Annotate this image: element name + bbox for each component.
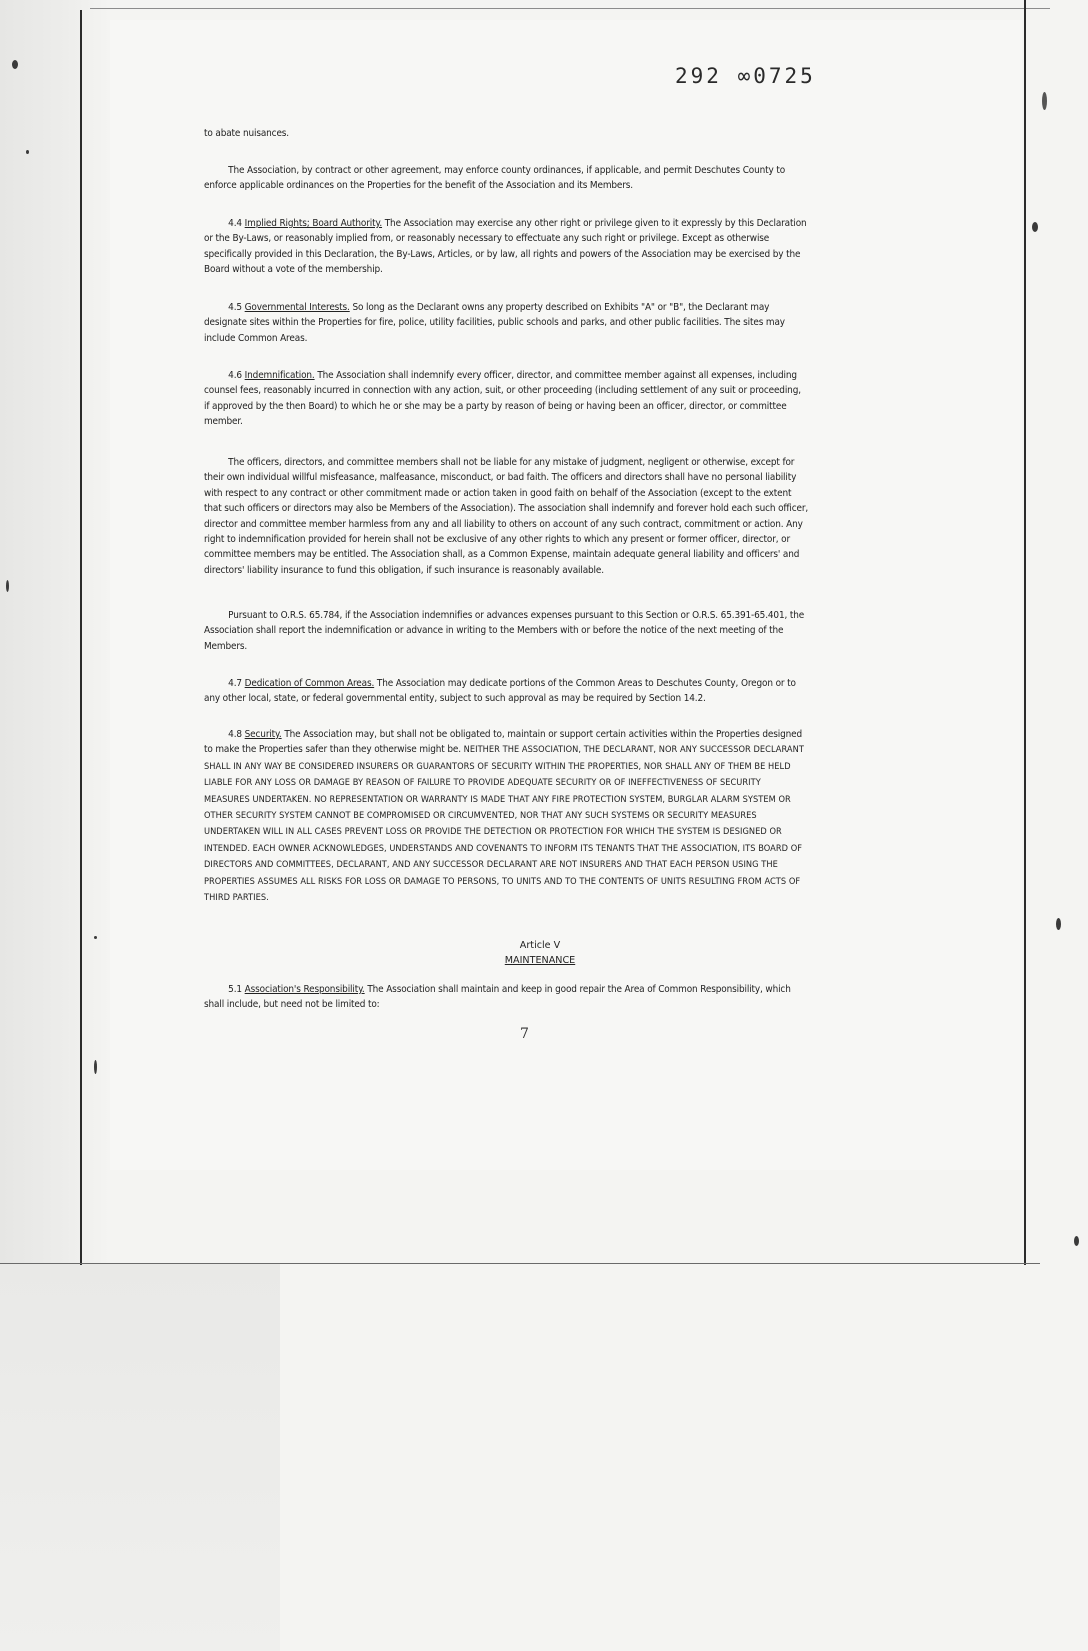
scan-speck (94, 936, 97, 939)
paragraph-text: to abate nuisances. (204, 128, 290, 139)
paragraph-continuation (204, 126, 809, 141)
paragraph-text: The officers, directors, and committee members shall not be liable for any mistake of judgment, negligent or otherwise, except for their own individual willful misfeasance, malfeasance, misconduct, or bad faith. The officers and directors shall have no personal liability with respect to any contract or other commitment made or action taken in good faith on behalf of the Association (except to the extent that such officers or directors may also be Members of the Association). The association shall indemnify and forever hold each such officer, director and committee member harmless from any and all liability to others on account of any such contract, commitment or action. Any right to indemnification provided for herein shall not be exclusive of any other rights to which any present or former officer, director, or committee members may be entitled. The Association shall, as a Common Expense, maintain adequate general liability and officers' and directors' liability insurance to fund this obligation, if such insurance is reasonably available. (204, 457, 809, 576)
document-reference-number: 292 ∞0725 (675, 64, 816, 88)
scan-speck (1074, 1236, 1079, 1246)
section-body: The Association may, but shall not be obligated to, maintain or support certain activities within the Properties designed to make the Properties safer than they otherwise might be. (204, 729, 803, 756)
section-title: Dedication of Common Areas. (244, 678, 375, 689)
left-edge-line (80, 10, 82, 1265)
paragraph-enforcement (204, 163, 809, 194)
paragraph-text: Pursuant to O.R.S. 65.784, if the Association indemnifies or advances expenses pursuant to this Section or O.R.S. 65.391-65.401, the Association shall report the indemnification or advance in writing to the Members with or before the notice of the next meeting of the Members. (204, 610, 805, 652)
security-disclaimer: NEITHER THE ASSOCIATION, THE DECLARANT, NOR ANY SUCCESSOR DECLARANT SHALL IN ANY WAY BE CONSIDERED INSURERS OR GUARANTORS OF SECURITY WITHIN THE PROPERTIES, NOR SHALL ANY OF THEM BE HELD LIABLE FOR ANY LOSS OR DAMAGE BY REASON OF FAILURE TO PROVIDE ADEQUATE SECURITY OR OF INEFFECTIVENESS OF SECURITY MEASURES UNDERTAKEN. NO REPRESENTATION OR WARRANTY IS MADE THAT ANY FIRE PROTECTION SYSTEM, BURGLAR ALARM SYSTEM OR OTHER SECURITY SYSTEM CANNOT BE COMPROMISED OR CIRCUMVENTED, NOR THAT ANY SUCH SYSTEMS OR SECURITY MEASURES UNDERTAKEN WILL IN ALL CASES PREVENT LOSS OR PROVIDE THE DETECTION OR PROTECTION FOR WHICH THE SYSTEM IS DESIGNED OR INTENDED. EACH OWNER ACKNOWLEDGES, UNDERSTANDS AND COVENANTS TO INFORM ITS TENANTS THAT THE ASSOCIATION, ITS BOARD OF DIRECTORS AND COMMITTEES, DECLARANT, AND ANY SUCCESSOR DECLARANT ARE NOT INSURERS AND THAT EACH PERSON USING THE PROPERTIES ASSUMES ALL RISKS FOR LOSS OR DAMAGE TO PERSONS, TO UNITS AND TO THE CONTENTS OF UNITS RESULTING FROM ACTS OF THIRD PARTIES. (204, 745, 804, 904)
scan-speck (6, 580, 9, 592)
section-body: The Association shall indemnify every officer, director, and committee member against all expenses, including counsel fees, reasonably incurred in connection with any action, suit, or other proceeding (including settlement of any suit or proceeding, if approved by the then Board) to which he or she may be a party by reason of being or having been an officer, director, or committee member. (204, 370, 801, 428)
section-title: Indemnification. (244, 370, 315, 381)
section-number: 4.5 (228, 302, 242, 313)
section-4-7 (204, 676, 809, 707)
scan-speck (12, 60, 18, 69)
section-body: So long as the Declarant owns any property described on Exhibits "A" or "B", the Declarant may designate sites within the Properties for fire, police, utility facilities, public schools and parks, and other public facilities. The sites may include Common Areas. (204, 302, 785, 344)
right-edge-line (1024, 0, 1026, 1265)
section-title: Security. (244, 729, 282, 740)
section-title: Implied Rights; Board Authority. (244, 218, 383, 229)
section-number: 4.6 (228, 370, 242, 381)
article-title: MAINTENANCE (504, 955, 576, 966)
scan-speck (1056, 918, 1061, 930)
top-edge-line (90, 8, 1050, 9)
scan-lower-margin (0, 1264, 280, 1651)
paragraph-officers-liability (204, 455, 809, 578)
section-title: Association's Responsibility. (244, 984, 365, 995)
article-heading (480, 938, 600, 968)
scan-speck (1042, 92, 1047, 110)
section-4-8 (204, 727, 809, 906)
paragraph-text: The Association, by contract or other agreement, may enforce county ordinances, if applicable, and permit Deschutes County to enforce applicable ordinances on the Properties for the benefit of the Association and its Members. (204, 165, 786, 192)
scan-speck (1032, 222, 1038, 232)
section-number: 4.4 (228, 218, 242, 229)
article-label: Article V (519, 940, 561, 951)
section-4-6 (204, 368, 809, 430)
scan-speck (26, 150, 29, 154)
bottom-edge-line (0, 1263, 1040, 1264)
page-number: 7 (520, 1026, 529, 1042)
section-body: The Association may dedicate portions of the Common Areas to Deschutes County, Oregon or to any other local, state, or federal governmental entity, subject to such approval as may be required by Section 14.2. (204, 678, 796, 705)
section-number: 4.7 (228, 678, 242, 689)
paragraph-ors-reporting (204, 608, 809, 654)
section-5-1 (204, 982, 809, 1013)
section-number: 5.1 (228, 984, 242, 995)
scan-speck (94, 1060, 97, 1074)
section-4-4 (204, 216, 809, 278)
section-4-5 (204, 300, 809, 346)
section-title: Governmental Interests. (244, 302, 350, 313)
section-number: 4.8 (228, 729, 242, 740)
section-body: The Association shall maintain and keep in good repair the Area of Common Responsibility, which shall include, but need not be limited to: (204, 984, 791, 1011)
section-body: The Association may exercise any other right or privilege given to it expressly by this Declaration or the By-Laws, or reasonably implied from, or reasonably necessary to effectuate any such right or privilege. Except as otherwise specifically provided in this Declaration, the By-Laws, Articles, or by law, all rights and powers of the Association may be exercised by the Board without a vote of the membership. (204, 218, 807, 276)
